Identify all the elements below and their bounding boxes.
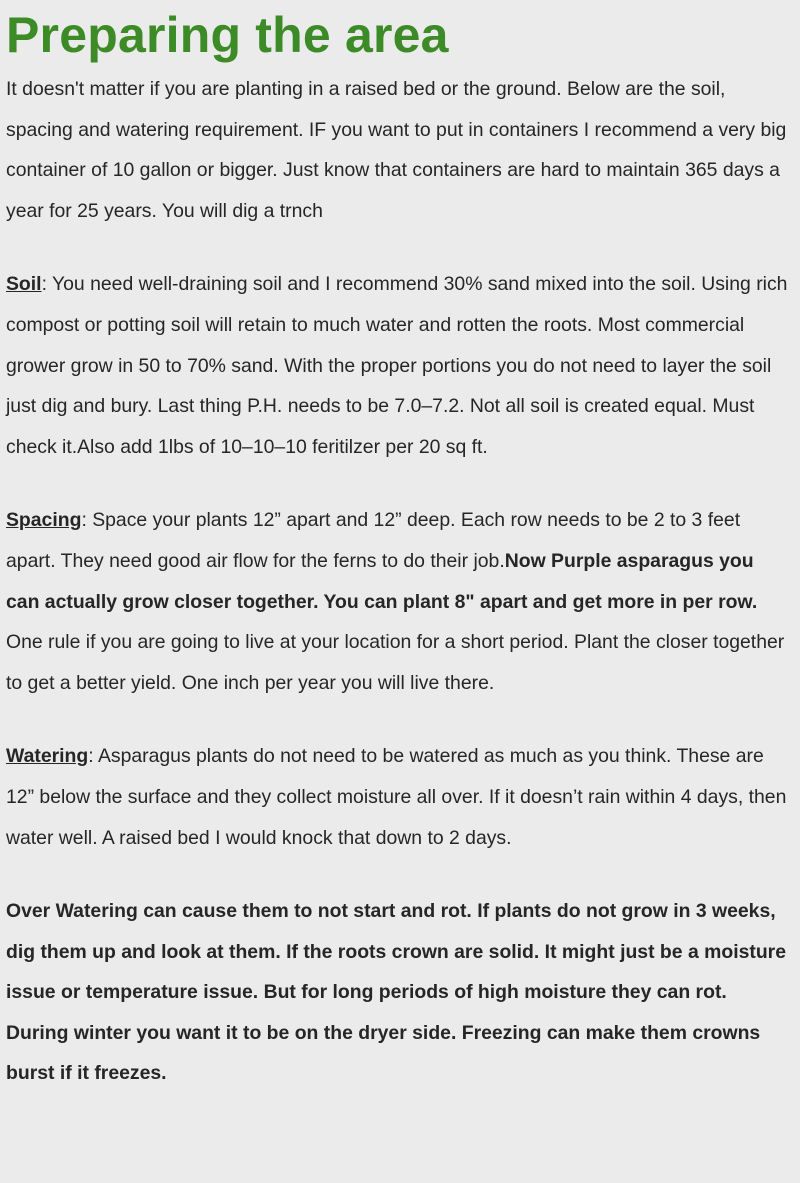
over-watering-paragraph [6, 891, 792, 1094]
page-title: Preparing the area [6, 7, 449, 63]
watering-text: : Asparagus plants do not need to be watered as much as you think. These are 12” below the surface and they collect moisture all over. If it doesn’t rain within 4 days, then water well. A raised bed I would knock that down to 2 days. [6, 745, 787, 849]
intro-paragraph: It doesn't matter if you are planting in a raised bed or the ground. Below are the soil, spacing and watering requirement. IF you want to put in containers I recommend a very big container of 10 gallon or bigger. Just know that containers are hard to maintain 365 days a year for 25 years. You will dig a trnch [6, 78, 787, 222]
over-watering-text: Over Watering can cause them to not start and rot. If plants do not grow in 3 weeks, dig them up and look at them. If the roots crown are solid. It might just be a moisture issue or temperature issue. But for long periods of high moisture they can rot. During winter you want it to be on the dryer side. Freezing can make them crowns burst if it freezes. [6, 900, 787, 1085]
soil-paragraph [6, 264, 792, 467]
spacing-text: : Space your plants 12” apart and 12” deep. Each row needs to be 2 to 3 feet apart. They need good air flow for the ferns to do their job. [6, 509, 741, 572]
watering-paragraph [6, 736, 792, 858]
watering-label: Watering [6, 745, 89, 768]
soil-text: : You need well-draining soil and I recommend 30% sand mixed into the soil. Using rich compost or potting soil will retain to much water and rotten the roots. Most commercial grower grow in 50 to 70% sand. With the proper portions you do not need to layer the soil just dig and bury. Last thing P.H. needs to be 7.0–7.2. Not all soil is created equal. Must check it.Also add 1lbs of 10–10–10 feritilzer per 20 sq ft. [6, 273, 788, 458]
soil-label: Soil [6, 273, 42, 296]
spacing-tail-text: One rule if you are going to live at your location for a short period. Plant the closer together to get a better yield. One inch per year you will live there. [6, 631, 785, 694]
spacing-bold-text: Now Purple asparagus you can actually grow closer together. You can plant 8" apart and get more in per row. [6, 549, 758, 613]
spacing-label: Spacing [6, 509, 82, 532]
spacing-paragraph [6, 500, 792, 703]
